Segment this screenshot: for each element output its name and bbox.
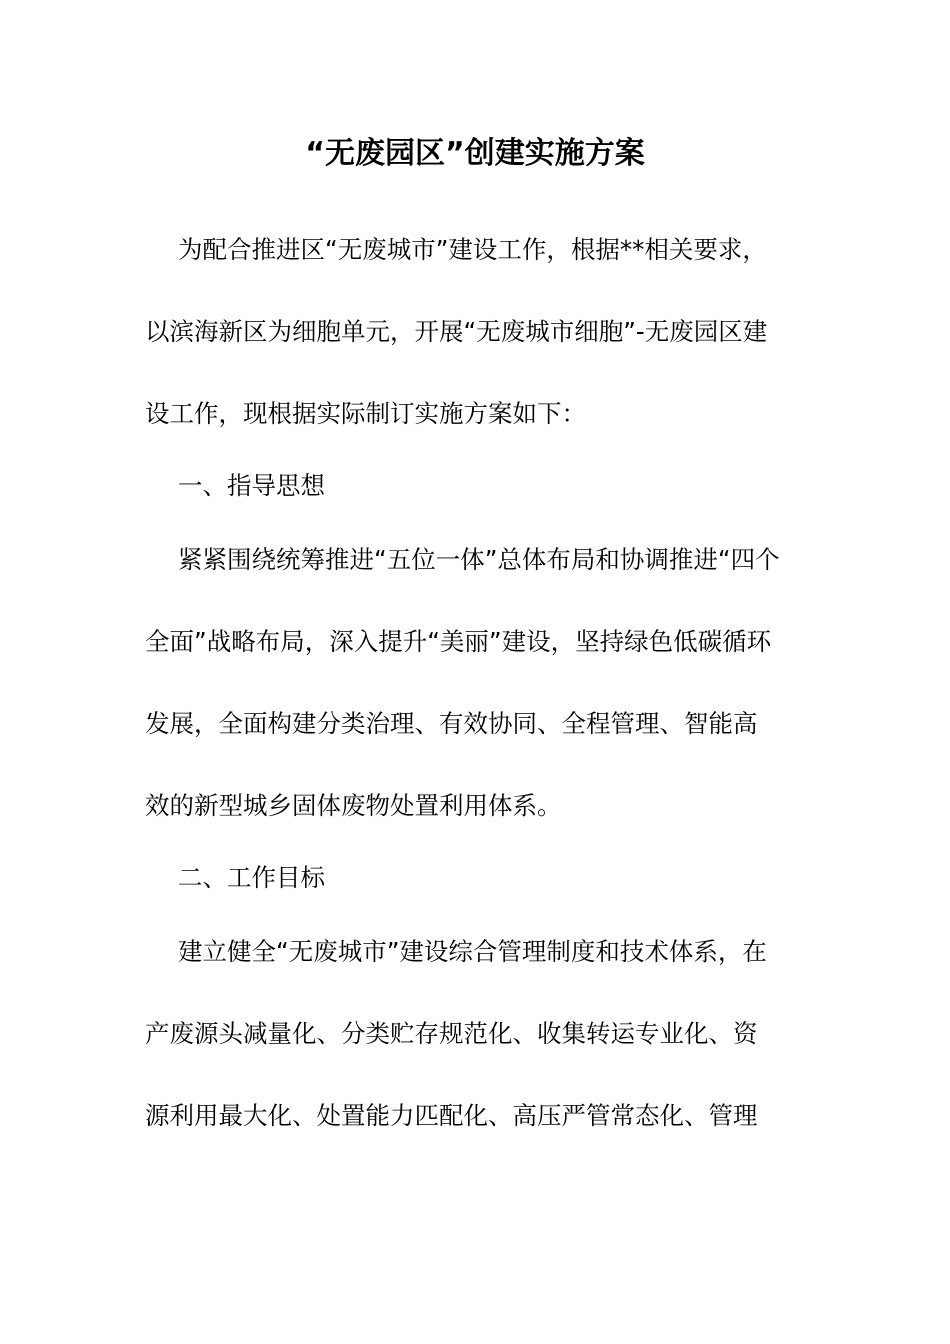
paragraph-intro-line-1: 为配合推进区“无废城市”建设工作，根据**相关要求，	[178, 235, 767, 264]
paragraph-ideology-line-4: 效的新型城乡固体废物处置利用体系。	[145, 791, 562, 820]
section-heading-work-goals: 二、工作目标	[178, 863, 325, 892]
paragraph-goals-line-3: 源利用最大化、处置能力匹配化、高压严管常态化、管理	[145, 1101, 758, 1130]
paragraph-goals-line-1: 建立健全“无废城市”建设综合管理制度和技术体系，在	[178, 937, 767, 966]
paragraph-ideology-line-3: 发展，全面构建分类治理、有效协同、全程管理、智能高	[145, 709, 758, 738]
paragraph-ideology-line-1: 紧紧围绕统筹推进“五位一体”总体布局和协调推进“四个	[178, 545, 780, 574]
paragraph-intro-line-2: 以滨海新区为细胞单元，开展“无废城市细胞”-无废园区建	[145, 317, 768, 346]
paragraph-goals-line-2: 产废源头减量化、分类贮存规范化、收集转运专业化、资	[145, 1019, 758, 1048]
paragraph-intro-line-3: 设工作，现根据实际制订实施方案如下：	[145, 399, 586, 428]
document-title: “无废园区”创建实施方案	[305, 136, 645, 171]
section-heading-guiding-ideology: 一、指导思想	[178, 471, 325, 500]
paragraph-ideology-line-2: 全面”战略布局，深入提升“美丽”建设，坚持绿色低碳循环	[145, 627, 772, 656]
